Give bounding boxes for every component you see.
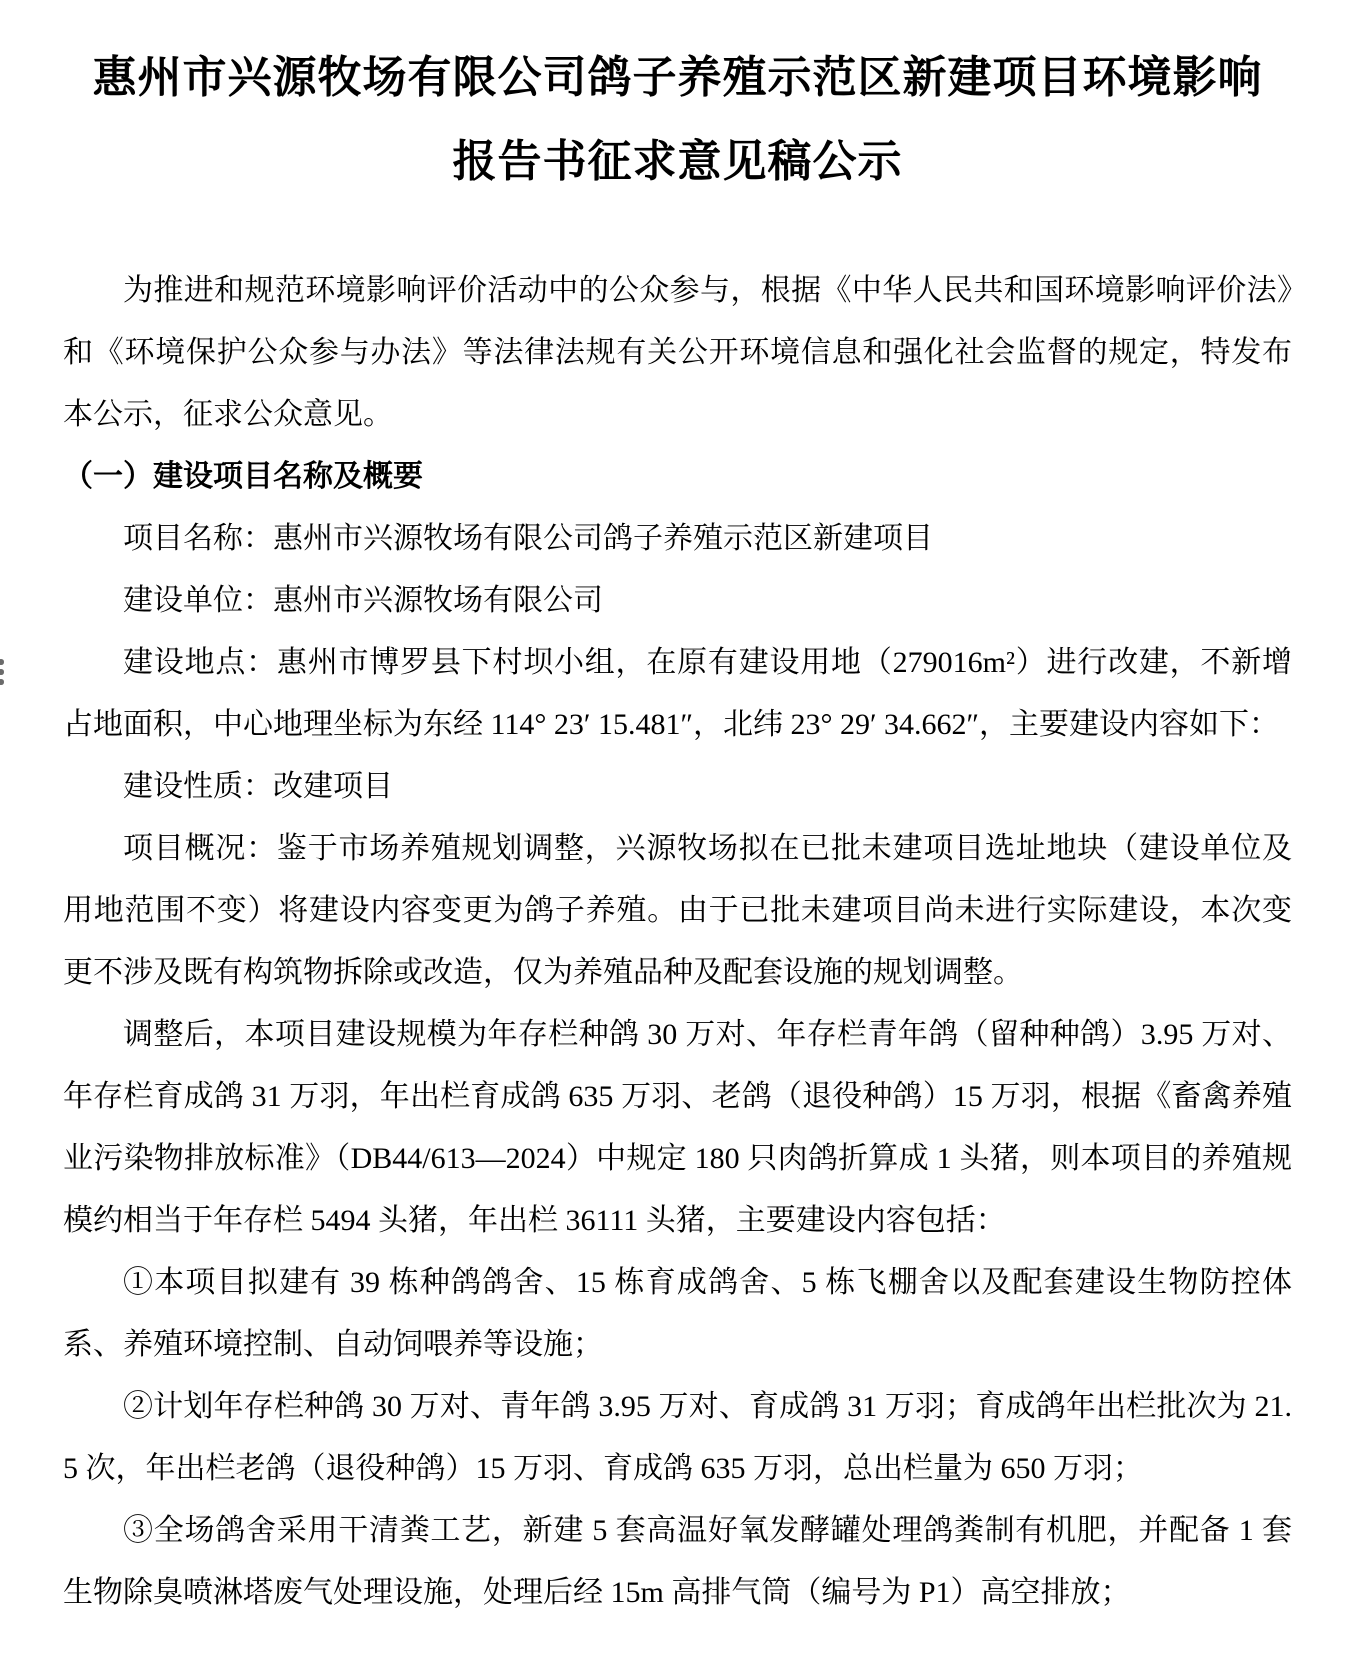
paragraph-construction-nature: 建设性质：改建项目 xyxy=(123,770,393,803)
document-title-line-2: 报告书征求意见稿公示 xyxy=(452,137,903,186)
handle-dot xyxy=(0,679,4,685)
paragraph-item-1: ①本项目拟建有 39 栋种鸽鸽舍、15 栋育成鸽舍、5 栋飞棚舍以及配套建设生物防控体系、养殖环境控制、自动饲喂养等设施； xyxy=(63,1266,1292,1361)
handle-dot xyxy=(0,659,4,665)
paragraph-construction-site: 建设地点：惠州市博罗县下村坝小组，在原有建设用地（279016m²）进行改建，不新增占地面积，中心地理坐标为东经 114° 23′ 15.481″，北纬 23° 29′ 34.662″，主要建设内容如下： xyxy=(63,646,1292,741)
section-1-heading: （一）建设项目名称及概要 xyxy=(63,460,423,493)
document-title xyxy=(63,36,1292,204)
paragraph-scale-after-adjustment: 调整后，本项目建设规模为年存栏种鸽 30 万对、年存栏青年鸽（留种种鸽）3.95 万对、年存栏育成鸽 31 万羽，年出栏育成鸽 635 万羽、老鸽（退役种鸽）15 万羽，根据《畜禽养殖业污染物排放标准》（DB44/613—2024）中规定 180 只肉鸽折算成 1 头猪，则本项目的养殖规模约相当于年存栏 5494 头猪，年出栏 36111 头猪，主要建设内容包括： xyxy=(63,1018,1292,1237)
intro-paragraph: 为推进和规范环境影响评价活动中的公众参与，根据《中华人民共和国环境影响评价法》和《环境保护公众参与办法》等法律法规有关公开环境信息和强化社会监督的规定，特发布本公示，征求公众意见。 xyxy=(63,274,1292,431)
document-title-line-1: 惠州市兴源牧场有限公司鸽子养殖示范区新建项目环境影响 xyxy=(92,53,1263,102)
paragraph-item-2: ②计划年存栏种鸽 30 万对、青年鸽 3.95 万对、育成鸽 31 万羽；育成鸽年出栏批次为 21.5 次，年出栏老鸽（退役种鸽）15 万羽、育成鸽 635 万羽，总出栏量为 650 万羽； xyxy=(63,1390,1292,1485)
paragraph-construction-unit: 建设单位：惠州市兴源牧场有限公司 xyxy=(123,584,603,617)
paragraph-project-overview: 项目概况：鉴于市场养殖规划调整，兴源牧场拟在已批未建项目选址地块（建设单位及用地范围不变）将建设内容变更为鸽子养殖。由于已批未建项目尚未进行实际建设，本次变更不涉及既有构筑物拆除或改造，仅为养殖品种及配套设施的规划调整。 xyxy=(63,832,1292,989)
document-body xyxy=(63,260,1292,1624)
paragraph-item-3: ③全场鸽舍采用干清粪工艺，新建 5 套高温好氧发酵罐处理鸽粪制有机肥，并配备 1 套生物除臭喷淋塔废气处理设施，处理后经 15m 高排气筒（编号为 P1）高空排放； xyxy=(63,1514,1292,1609)
paragraph-project-name: 项目名称：惠州市兴源牧场有限公司鸽子养殖示范区新建项目 xyxy=(123,522,933,555)
handle-dot xyxy=(0,669,4,675)
vertical-dots-handle-icon[interactable] xyxy=(0,659,4,685)
